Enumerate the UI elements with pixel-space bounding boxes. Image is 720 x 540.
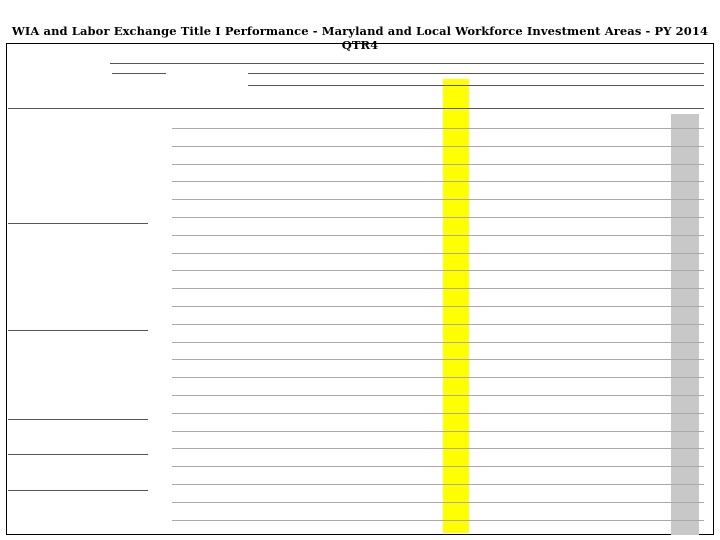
column-header-underline xyxy=(248,85,704,86)
row-rule xyxy=(172,199,704,200)
category-divider xyxy=(8,454,148,455)
category-divider xyxy=(8,330,148,331)
row-rule xyxy=(172,253,704,254)
row-rule xyxy=(172,288,704,289)
row-rule xyxy=(172,146,704,147)
header-bottom-rule xyxy=(8,108,704,109)
row-rule xyxy=(172,520,704,521)
row-rule xyxy=(172,502,704,503)
rolling-underline xyxy=(110,63,704,64)
row-rule xyxy=(172,359,704,360)
row-rule xyxy=(172,235,704,236)
row-rule xyxy=(172,448,704,449)
category-divider xyxy=(8,419,148,420)
category-divider xyxy=(8,490,148,491)
row-rule xyxy=(172,270,704,271)
row-rule xyxy=(172,306,704,307)
row-rule xyxy=(172,413,704,414)
row-rule xyxy=(172,217,704,218)
row-rule xyxy=(172,377,704,378)
row-rule xyxy=(172,431,704,432)
row-rule xyxy=(172,395,704,396)
row-rule xyxy=(172,181,704,182)
page-title: WIA and Labor Exchange Title I Performance - Maryland and Local Workforce Investment Areas - PY 2014 QTR4 xyxy=(11,24,709,52)
lwia-underline xyxy=(248,73,704,74)
category-divider xyxy=(8,223,148,224)
row-rule xyxy=(172,128,704,129)
row-rule xyxy=(172,466,704,467)
row-rule xyxy=(172,484,704,485)
timeframe-underline xyxy=(112,73,166,74)
row-rule xyxy=(172,342,704,343)
row-rule xyxy=(172,324,704,325)
row-rule xyxy=(172,164,704,165)
